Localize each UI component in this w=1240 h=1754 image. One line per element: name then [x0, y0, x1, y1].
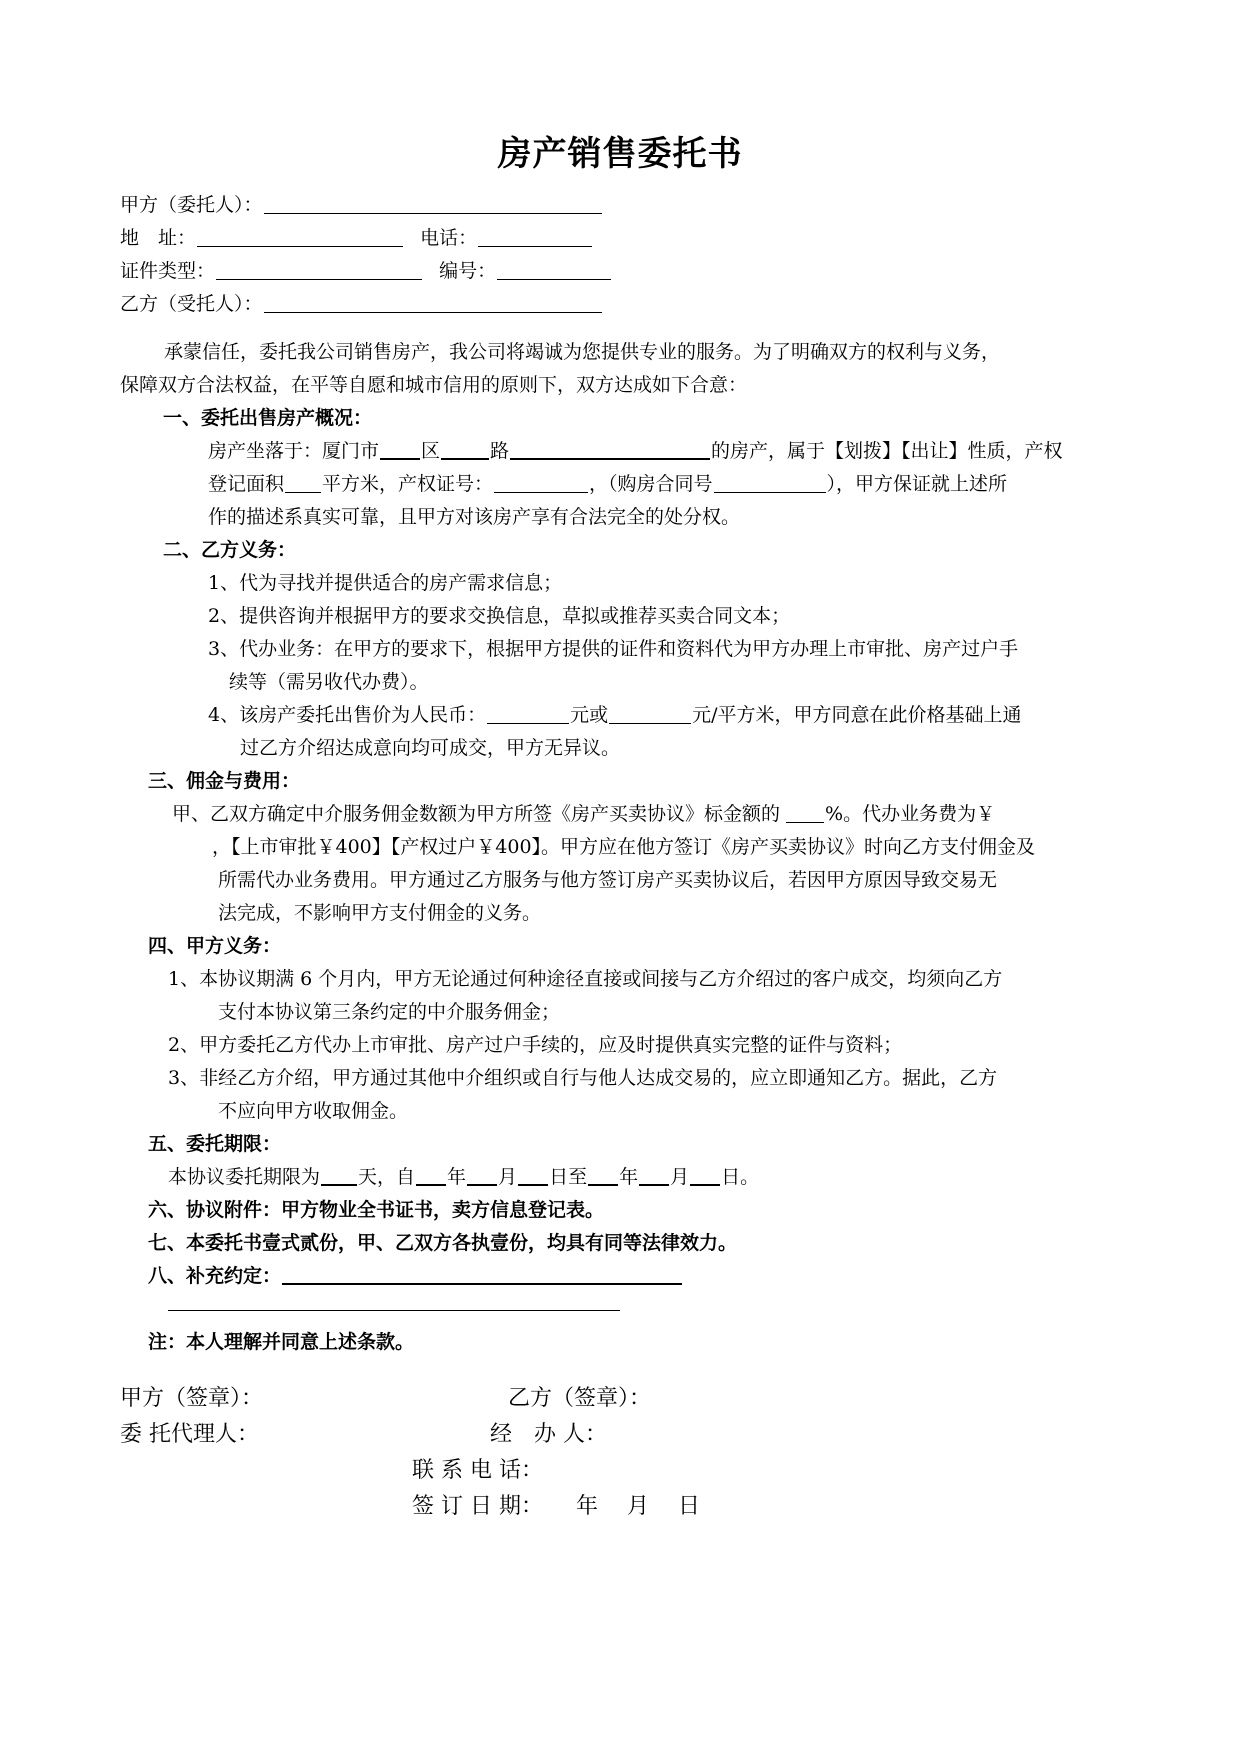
section-1-line-3: 作的描述系真实可靠，且甲方对该房产享有合法完全的处分权。 — [208, 506, 741, 528]
section-3-line-3: 所需代办业务费用。甲方通过乙方服务与他方签订房产买卖协议后，若因甲方原因导致交易无 — [218, 869, 998, 891]
section-4-item-1a: 1、本协议期满 6 个月内，甲方无论通过何种途径直接或间接与乙方介绍过的客户成交，均须向乙方 — [168, 968, 1003, 990]
party-b-signature: 乙方（签章）： — [508, 1386, 652, 1411]
section-3-heading: 三、佣金与费用： — [148, 770, 301, 792]
handler-label: 经 办 人： — [490, 1422, 607, 1447]
party-b-row — [120, 292, 603, 316]
section-2-item-1: 1、代为寻找并提供适合的房产需求信息； — [208, 572, 563, 594]
agreement-note: 注：本人理解并同意上述条款。 — [148, 1331, 415, 1353]
section-8-blank — [282, 1265, 682, 1285]
section-3-line-1: 甲、乙双方确定中介服务佣金数额为甲方所签《房产买卖协议》标金额的 %。代办业务费为￥ — [172, 803, 996, 825]
id-type-row — [120, 259, 612, 283]
section-2-item-2: 2、提供咨询并根据甲方的要求交换信息，草拟或推荐买卖合同文本； — [208, 605, 791, 627]
intro-line-2: 保障双方合法权益，在平等自愿和城市信用的原则下，双方达成如下合意： — [120, 374, 748, 396]
section-2-heading: 二、乙方义务： — [163, 539, 297, 561]
contact-phone-label: 联 系 电 话： — [412, 1458, 543, 1483]
id-type-blank — [216, 261, 422, 280]
section-5-heading: 五、委托期限： — [148, 1133, 282, 1155]
party-a-signature: 甲方（签章）： — [120, 1386, 264, 1411]
intro-line-1: 承蒙信任，委托我公司销售房产，我公司将竭诚为您提供专业的服务。为了明确双方的权利与义务， — [164, 341, 1001, 363]
id-number-blank — [497, 261, 611, 280]
agent-label: 委 托代理人： — [120, 1422, 259, 1447]
section-8-extra-line — [168, 1310, 620, 1311]
address-label: 地 址： — [120, 227, 197, 249]
phone-blank — [478, 228, 592, 247]
id-number-label: 编号： — [439, 260, 497, 282]
section-8-row — [148, 1264, 683, 1288]
section-2-item-3a: 3、代办业务：在甲方的要求下，根据甲方提供的证件和资料代为甲方办理上市审批、房产过户手 — [208, 638, 1019, 660]
section-2-item-3b: 续等（需另收代办费）。 — [229, 671, 429, 693]
document-title: 房产销售委托书 — [497, 134, 743, 174]
section-5-line: 本协议委托期限为 天，自 年 月 日至 年 月 日。 — [168, 1166, 760, 1188]
section-3-line-4: 法完成，不影响甲方支付佣金的义务。 — [218, 902, 542, 924]
section-1-heading: 一、委托出售房产概况： — [163, 407, 373, 429]
party-b-blank — [264, 294, 602, 313]
section-1-line-2: 登记面积 平方米，产权证号： ，（购房合同号 ），甲方保证就上述所 — [208, 473, 1008, 495]
section-4-item-1b: 支付本协议第三条约定的中介服务佣金； — [218, 1001, 561, 1023]
section-2-item-4a: 4、该房产委托出售价为人民币： 元或 元/平方米，甲方同意在此价格基础上通 — [208, 704, 1022, 726]
section-4-item-2: 2、甲方委托乙方代办上市审批、房产过户手续的，应及时提供真实完整的证件与资料； — [168, 1034, 903, 1056]
section-4-heading: 四、甲方义务： — [148, 935, 282, 957]
section-1-line-1: 房产坐落于：厦门市 区 路 的房产，属于【划拨】【出让】性质，产权 — [208, 440, 1063, 462]
section-2-item-4b: 过乙方介绍达成意向均可成交，甲方无异议。 — [240, 737, 621, 759]
address-row — [120, 226, 593, 250]
signing-date-label: 签 订 日 期： 年 月 日 — [412, 1494, 700, 1519]
party-a-blank — [264, 195, 602, 214]
id-type-label: 证件类型： — [120, 260, 216, 282]
section-7: 七、本委托书壹式贰份，甲、乙双方各执壹份，均具有同等法律效力。 — [148, 1232, 738, 1254]
section-4-item-3a: 3、非经乙方介绍，甲方通过其他中介组织或自行与他人达成交易的，应立即通知乙方。据此，乙方 — [168, 1067, 998, 1089]
address-blank — [197, 228, 403, 247]
party-b-label: 乙方（受托人）： — [120, 293, 263, 315]
party-a-row — [120, 193, 603, 217]
section-4-item-3b: 不应向甲方收取佣金。 — [218, 1100, 409, 1122]
section-3-line-2: ，【上市审批￥400】【产权过户￥400】。甲方应在他方签订《房产买卖协议》时向乙方支付佣金及 — [212, 836, 1036, 858]
section-8-label: 八、补充约定： — [148, 1265, 282, 1287]
phone-label: 电话： — [420, 227, 478, 249]
party-a-label: 甲方（委托人）： — [120, 194, 263, 216]
section-6: 六、协议附件：甲方物业全书证书，卖方信息登记表。 — [148, 1199, 605, 1221]
